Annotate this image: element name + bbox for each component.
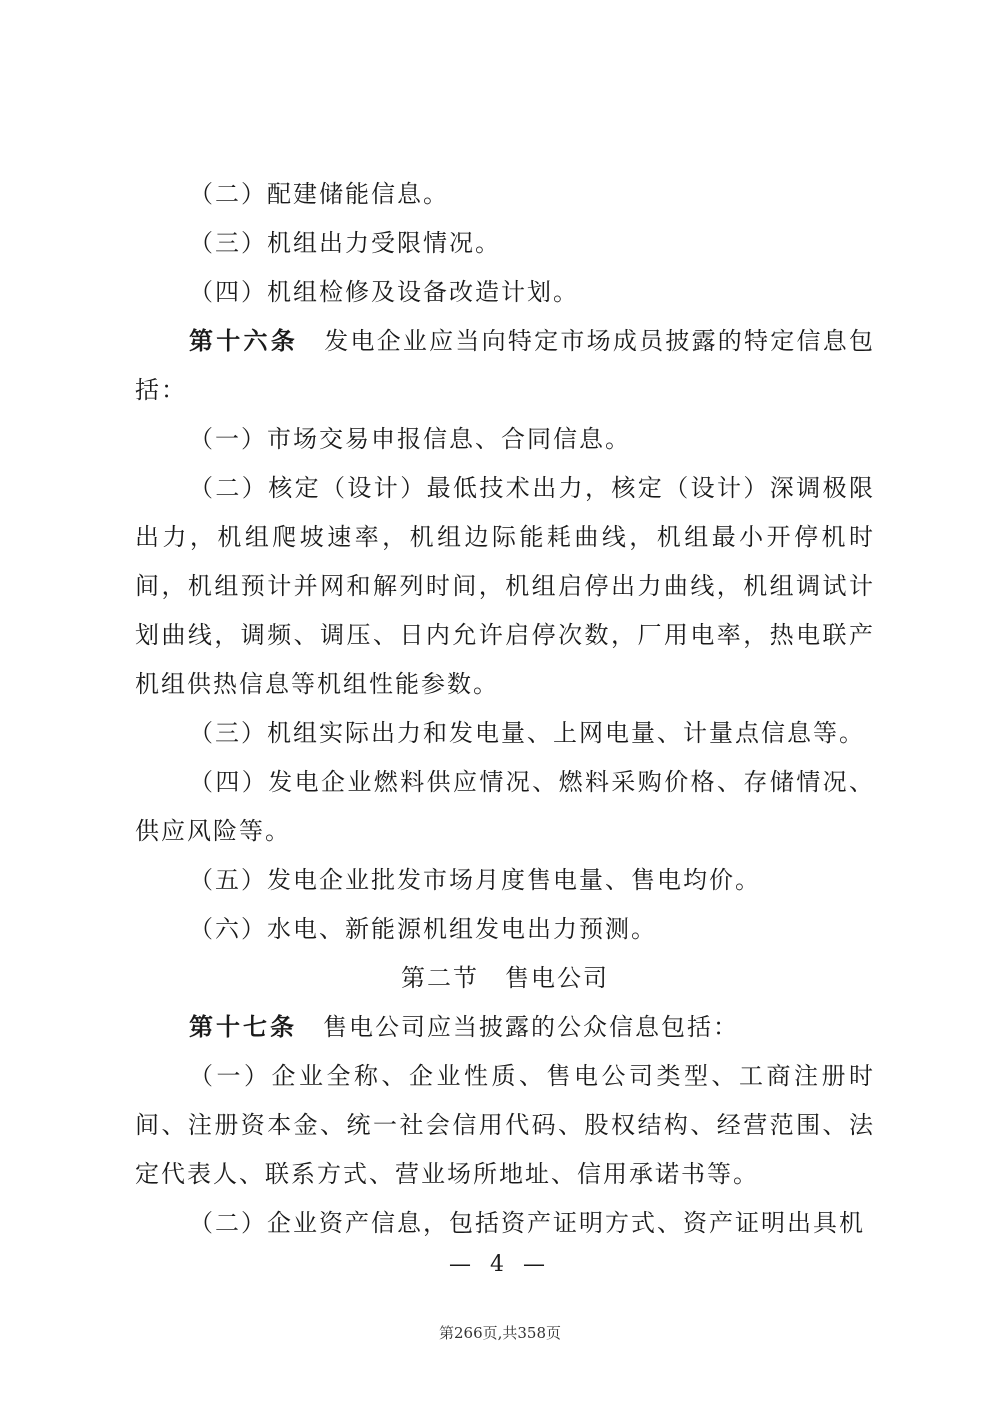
page-footer: 第266页,共358页 bbox=[438, 1324, 562, 1342]
paragraph-2: （三）机组出力受限情况。 bbox=[189, 229, 501, 257]
paragraph-14: （二）企业资产信息，包括资产证明方式、资产证明出具机 bbox=[189, 1209, 865, 1237]
paragraph-7: （三）机组实际出力和发电量、上网电量、计量点信息等。 bbox=[189, 719, 865, 747]
paragraph-8: （四）发电企业燃料供应情况、燃料采购价格、存储情况、供应风险等。 bbox=[135, 768, 875, 845]
article-17 bbox=[135, 1003, 875, 1052]
article-16-text: 发电企业应当向特定市场成员披露的特定信息包括： bbox=[135, 327, 876, 404]
section-heading: 第二节 售电公司 bbox=[401, 964, 609, 992]
article-17-text: 售电公司应当披露的公众信息包括： bbox=[297, 1013, 739, 1041]
paragraph-3: （四）机组检修及设备改造计划。 bbox=[189, 278, 579, 306]
page-number: — 4 — bbox=[449, 1252, 551, 1277]
article-17-heading: 第十七条 bbox=[189, 1013, 297, 1041]
paragraph-1: （二）配建储能信息。 bbox=[189, 180, 449, 208]
paragraph-5: （一）市场交易申报信息、合同信息。 bbox=[189, 425, 631, 453]
paragraph-10: （六）水电、新能源机组发电出力预测。 bbox=[189, 915, 657, 943]
paragraph-9: （五）发电企业批发市场月度售电量、售电均价。 bbox=[189, 866, 761, 894]
paragraph-6: （二）核定（设计）最低技术出力，核定（设计）深调极限出力，机组爬坡速率，机组边际能耗曲线，机组最小开停机时间，机组预计并网和解列时间，机组启停出力曲线，机组调试计划曲线，调频、调压、日内允许启停次数，厂用电率，热电联产机组供热信息等机组性能参数。 bbox=[135, 474, 875, 698]
paragraph-13: （一）企业全称、企业性质、售电公司类型、工商注册时间、注册资本金、统一社会信用代码、股权结构、经营范围、法定代表人、联系方式、营业场所地址、信用承诺书等。 bbox=[135, 1062, 875, 1188]
article-16-heading: 第十六条 bbox=[189, 327, 298, 355]
body-text bbox=[135, 170, 875, 1248]
article-16 bbox=[135, 317, 875, 415]
